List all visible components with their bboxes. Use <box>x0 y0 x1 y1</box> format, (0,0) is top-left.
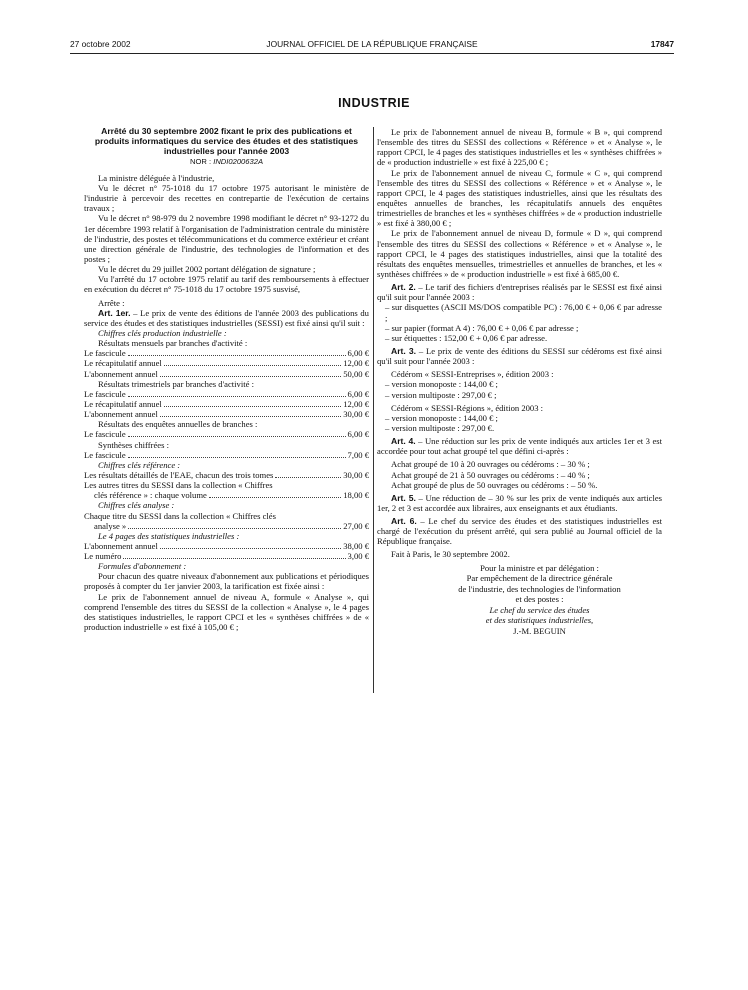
article-5 <box>377 493 662 513</box>
list-item: – sur disquettes (ASCII MS/DOS compatible PC) : 76,00 € + 0,06 € par adresse ; <box>385 302 662 323</box>
heading-trimestriels: Résultats trimestriels par branches d'activité : <box>98 378 254 389</box>
heading-4-pages: Le 4 pages des statistiques industrielles : <box>98 530 240 541</box>
list-item: – version multiposte : 297,00 € ; <box>385 389 497 400</box>
niveau-d-paragraph: Le prix de l'abonnement annuel de niveau D, formule « D », qui comprend l'ensemble des titres du SESSI des collections « Référence » et « Analyse », le rapport CPCI, le 4 pages des statistiques industrielles, ainsi que la totalité des résultats des enquêtes mensuelles, trimestrielles et annuelles de branches, et les « synthèses chiffrées » de « production industrielle » est fixé à 685,00 €. <box>377 228 662 279</box>
niveau-b-paragraph: Le prix de l'abonnement annuel de niveau B, formule « B », qui comprend l'ensemble des titres du SESSI des collections « Référence » et « Analyse », le rapport CPCI, le 4 pages des statistiques industrielles et les « synthèses chiffrées » de « production industrielle » est fixé à 225,00 € ; <box>377 127 662 168</box>
list-item: – version monoposte : 144,00 € ; <box>385 412 498 423</box>
niveau-c-paragraph: Le prix de l'abonnement annuel de niveau C, formule « C », qui comprend l'ensemble des titres du SESSI des collections « Référence » et « Analyse », le rapport CPCI, le 4 pages des statistiques industrielles, ainsi que les résultats des enquêtes annuelles de branches, les récapitulatifs annuels des enquêtes trimestrielles de branches et les « synthèses chiffrées » de « production industrielle » est fixé à 380,00 € ; <box>377 167 662 229</box>
article-4-label: Art. 4. <box>391 436 416 447</box>
price-row-text: Chaque titre du SESSI dans la collection « Chiffres clés <box>84 510 276 521</box>
nor-value: INDI0200632A <box>213 156 264 166</box>
article-3-label: Art. 3. <box>391 345 417 356</box>
intro-paragraph: Vu le décret n° 98-979 du 2 novembre 1998 modifiant le décret n° 93-1272 du 1er décembre 1993 relatif à l'organisation de l'administration centrale du ministère de l'industrie, des postes et télécommunications et du commerce extérieur et créant une direction générale de l'industrie, des technologies de l'information et des postes ; <box>84 213 369 264</box>
price-row: Le fascicule 7,00 € <box>84 449 369 460</box>
price-row: Le récapitulatif annuel 12,00 € <box>84 358 369 369</box>
formules-intro: Pour chacun des quatre niveaux d'abonnement aux publications et périodiques proposés à compter du 1er janvier 2003, la tarification est fixée ainsi : <box>84 571 369 592</box>
list-item: – sur papier (format A 4) : 76,00 € + 0,06 € par adresse ; <box>385 322 579 333</box>
list-item: Achat groupé de 21 à 50 ouvrages ou cédéroms : – 40 % ; <box>391 469 590 480</box>
price-row: L'abonnement annuel 30,00 € <box>84 409 369 420</box>
price-row: Le fascicule 6,00 € <box>84 429 369 440</box>
price-row: Les résultats détaillés de l'EAE, chacun des trois tomes 30,00 € <box>84 469 369 480</box>
cdrom-1-title: Cédérom « SESSI-Entreprises », édition 2003 : <box>391 369 554 380</box>
price-row: L'abonnement annuel 50,00 € <box>84 368 369 379</box>
list-item: – sur étiquettes : 152,00 € + 0,06 € par adresse. <box>385 332 548 343</box>
signature-block: Pour la ministre et par délégation : Par empêchement de la directrice générale de l'industrie, des technologies de l'information et des postes : Le chef du service des études et des statistiques industrielles, J.-M. BEGUIN <box>377 563 662 636</box>
arrete-heading: Arrête : <box>98 297 125 308</box>
article-6-label: Art. 6. <box>391 516 417 527</box>
nor-reference <box>84 158 369 167</box>
heading-reference: Chiffres clés référence : <box>98 459 181 470</box>
fait-a-paris: Fait à Paris, le 30 septembre 2002. <box>391 549 510 560</box>
signatory-name: J.-M. BEGUIN <box>513 625 566 636</box>
price-row: L'abonnement annuel 38,00 € <box>84 540 369 551</box>
intro-paragraph: La ministre déléguée à l'industrie, <box>98 172 215 183</box>
article-4-text: – Une réduction sur les prix de vente indiqués aux articles 1er et 3 est accordée pour tout achat groupé tel que défini ci-après : <box>377 436 662 457</box>
right-column <box>377 127 662 636</box>
article-6 <box>377 516 662 546</box>
heading-mensuels: Résultats mensuels par branches d'activité : <box>98 338 248 349</box>
heading-analyse: Chiffres clés analyse : <box>98 500 175 511</box>
price-row: Le fascicule 6,00 € <box>84 388 369 399</box>
header-journal-title: JOURNAL OFFICIEL DE LA RÉPUBLIQUE FRANÇAISE <box>266 39 478 49</box>
list-item: Achat groupé de plus de 50 ouvrages ou cédéroms : – 50 %. <box>391 479 598 490</box>
section-title: INDUSTRIE <box>338 96 410 110</box>
left-column <box>84 127 369 632</box>
article-1-label: Art. 1er. <box>98 307 131 318</box>
article-6-text: – Le chef du service des études et des statistiques industrielles est chargé de l'exécution du présent arrêté, qui sera publié au Journal officiel de la République française. <box>377 516 663 547</box>
nor-label: NOR : <box>189 156 212 166</box>
intro-paragraph: Vu le décret n° 75-1018 du 17 octobre 1975 autorisant le ministère de l'industrie à percevoir des recettes en contrepartie de l'exécution de certains travaux ; <box>84 183 369 214</box>
page-header <box>70 40 674 52</box>
price-row: clés référence » : chaque volume 18,00 € <box>94 490 369 501</box>
heading-enquetes: Résultats des enquêtes annuelles de branches : <box>98 419 258 430</box>
cdrom-2-title: Cédérom « SESSI-Régions », édition 2003 : <box>391 402 544 413</box>
intro-paragraph: Vu le décret du 29 juillet 2002 portant délégation de signature ; <box>98 264 316 275</box>
article-1 <box>84 308 369 328</box>
heading-formules: Formules d'abonnement : <box>98 561 187 572</box>
article-2-label: Art. 2. <box>391 282 416 293</box>
niveau-a-paragraph: Le prix de l'abonnement annuel de niveau A, formule « Analyse », qui comprend l'ensemble des titres du SESSI de la collection « Analyse », le 4 pages des statistiques industrielles, le rapport CPCI et les « synthèses chiffrées » de « production industrielle » est fixé à 105,00 € ; <box>84 591 369 633</box>
column-divider <box>373 127 374 693</box>
header-rule <box>70 53 674 54</box>
header-page-number: 17847 <box>650 39 674 49</box>
article-3-text: – Le prix de vente des éditions du SESSI sur cédéroms est fixé ainsi qu'il suit pour l'année 2003 : <box>377 345 662 367</box>
list-item: Achat groupé de 10 à 20 ouvrages ou cédéroms : – 30 % ; <box>391 459 590 470</box>
price-row: analyse » 27,00 € <box>94 520 369 531</box>
article-5-text: – Une réduction de – 30 % sur les prix de vente indiqués aux articles 1er, 2 et 3 est accordée aux libraires, aux enseignants et aux étudiants. <box>377 492 662 513</box>
article-2-text: – Le tarif des fichiers d'entreprises réalisés par le SESSI est fixé ainsi qu'il suit pour l'année 2003 : <box>377 282 663 303</box>
heading-production: Chiffres clés production industrielle : <box>98 327 227 338</box>
article-3 <box>377 346 662 366</box>
price-row-text: Les autres titres du SESSI dans la collection « Chiffres <box>84 480 273 491</box>
article-5-label: Art. 5. <box>391 492 416 503</box>
list-item: – version multiposte : 297,00 €. <box>385 422 495 433</box>
decree-title: Arrêté du 30 septembre 2002 fixant le prix des publications et produits informatiques du service des études et des statistiques industrielles pour l'année 2003 <box>94 126 359 156</box>
intro-paragraph: Vu l'arrêté du 17 octobre 1975 relatif au tarif des remboursements à effectuer en exécution du décret n° 75-1018 du 17 octobre 1975 susvisé, <box>84 274 369 295</box>
header-date: 27 octobre 2002 <box>70 39 131 49</box>
price-row: Le numéro 3,00 € <box>84 551 369 562</box>
list-item: – version monoposte : 144,00 € ; <box>385 379 498 390</box>
price-row: Le fascicule 6,00 € <box>84 348 369 359</box>
article-1-text: – Le prix de vente des éditions de l'année 2003 des publications du service des études et des statistiques industrielles (SESSI) est fixé ainsi qu'il suit : <box>84 307 369 328</box>
article-4 <box>377 436 662 456</box>
heading-syntheses: Synthèses chiffrées : <box>98 439 169 450</box>
price-row: Le récapitulatif annuel 12,00 € <box>84 398 369 409</box>
article-2 <box>377 282 662 302</box>
